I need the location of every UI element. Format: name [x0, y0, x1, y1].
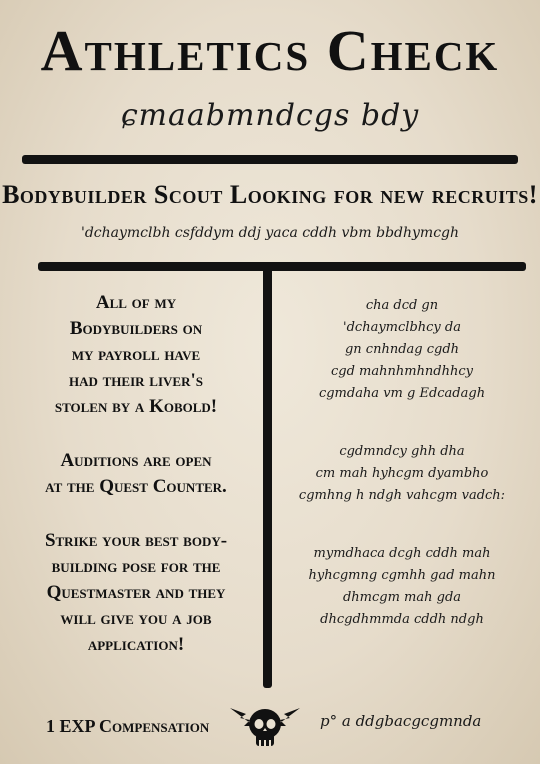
footer-script-line: p° a ddgbacgcgmnda	[320, 712, 482, 730]
left-paragraph: All of my Bodybuilders on my payroll have had their liver's stolen by a Kobold!	[54, 292, 218, 417]
left-paragraph: Strike your best body- building pose for the Questmaster and they will give you a job application!	[44, 530, 228, 655]
left-paragraph: Auditions are open at the Quest Counter.	[45, 450, 227, 497]
middle-divider	[38, 262, 526, 271]
subtitle: Bodybuilder Scout Looking for new recruits!	[2, 180, 538, 209]
winged-skull-icon	[226, 700, 304, 752]
column-divider	[263, 268, 272, 688]
left-column	[20, 290, 252, 686]
page-title: Athletics Check	[40, 18, 500, 83]
right-paragraph: cha dcd gn 'dchaymclbhcy da gn cnhndag cgdh cgd mahnhmhndhhcy cgmdaha vm g Edcadagh	[318, 298, 486, 401]
right-paragraph: cgdmndcy ghh dha cm mah hyhcgm dyambho cgmhng h ndgh vahcgm vadch:	[298, 444, 506, 503]
right-column	[282, 295, 522, 667]
top-divider	[22, 155, 518, 164]
compensation-text: 1 EXP Compensation	[46, 716, 210, 736]
title-script-line: ɕmaabmndcgs bdy	[120, 98, 420, 133]
subtitle-script-line: 'dchaymclbh csfddym ddj yaca cddh vbm bbdhymcgh	[80, 225, 460, 241]
right-paragraph: mymdhaca dcgh cddh mah hyhcgmng cgmhh gad mahn dhmcgm mah gda dhcgdhmmda cddh ndgh	[308, 546, 496, 627]
